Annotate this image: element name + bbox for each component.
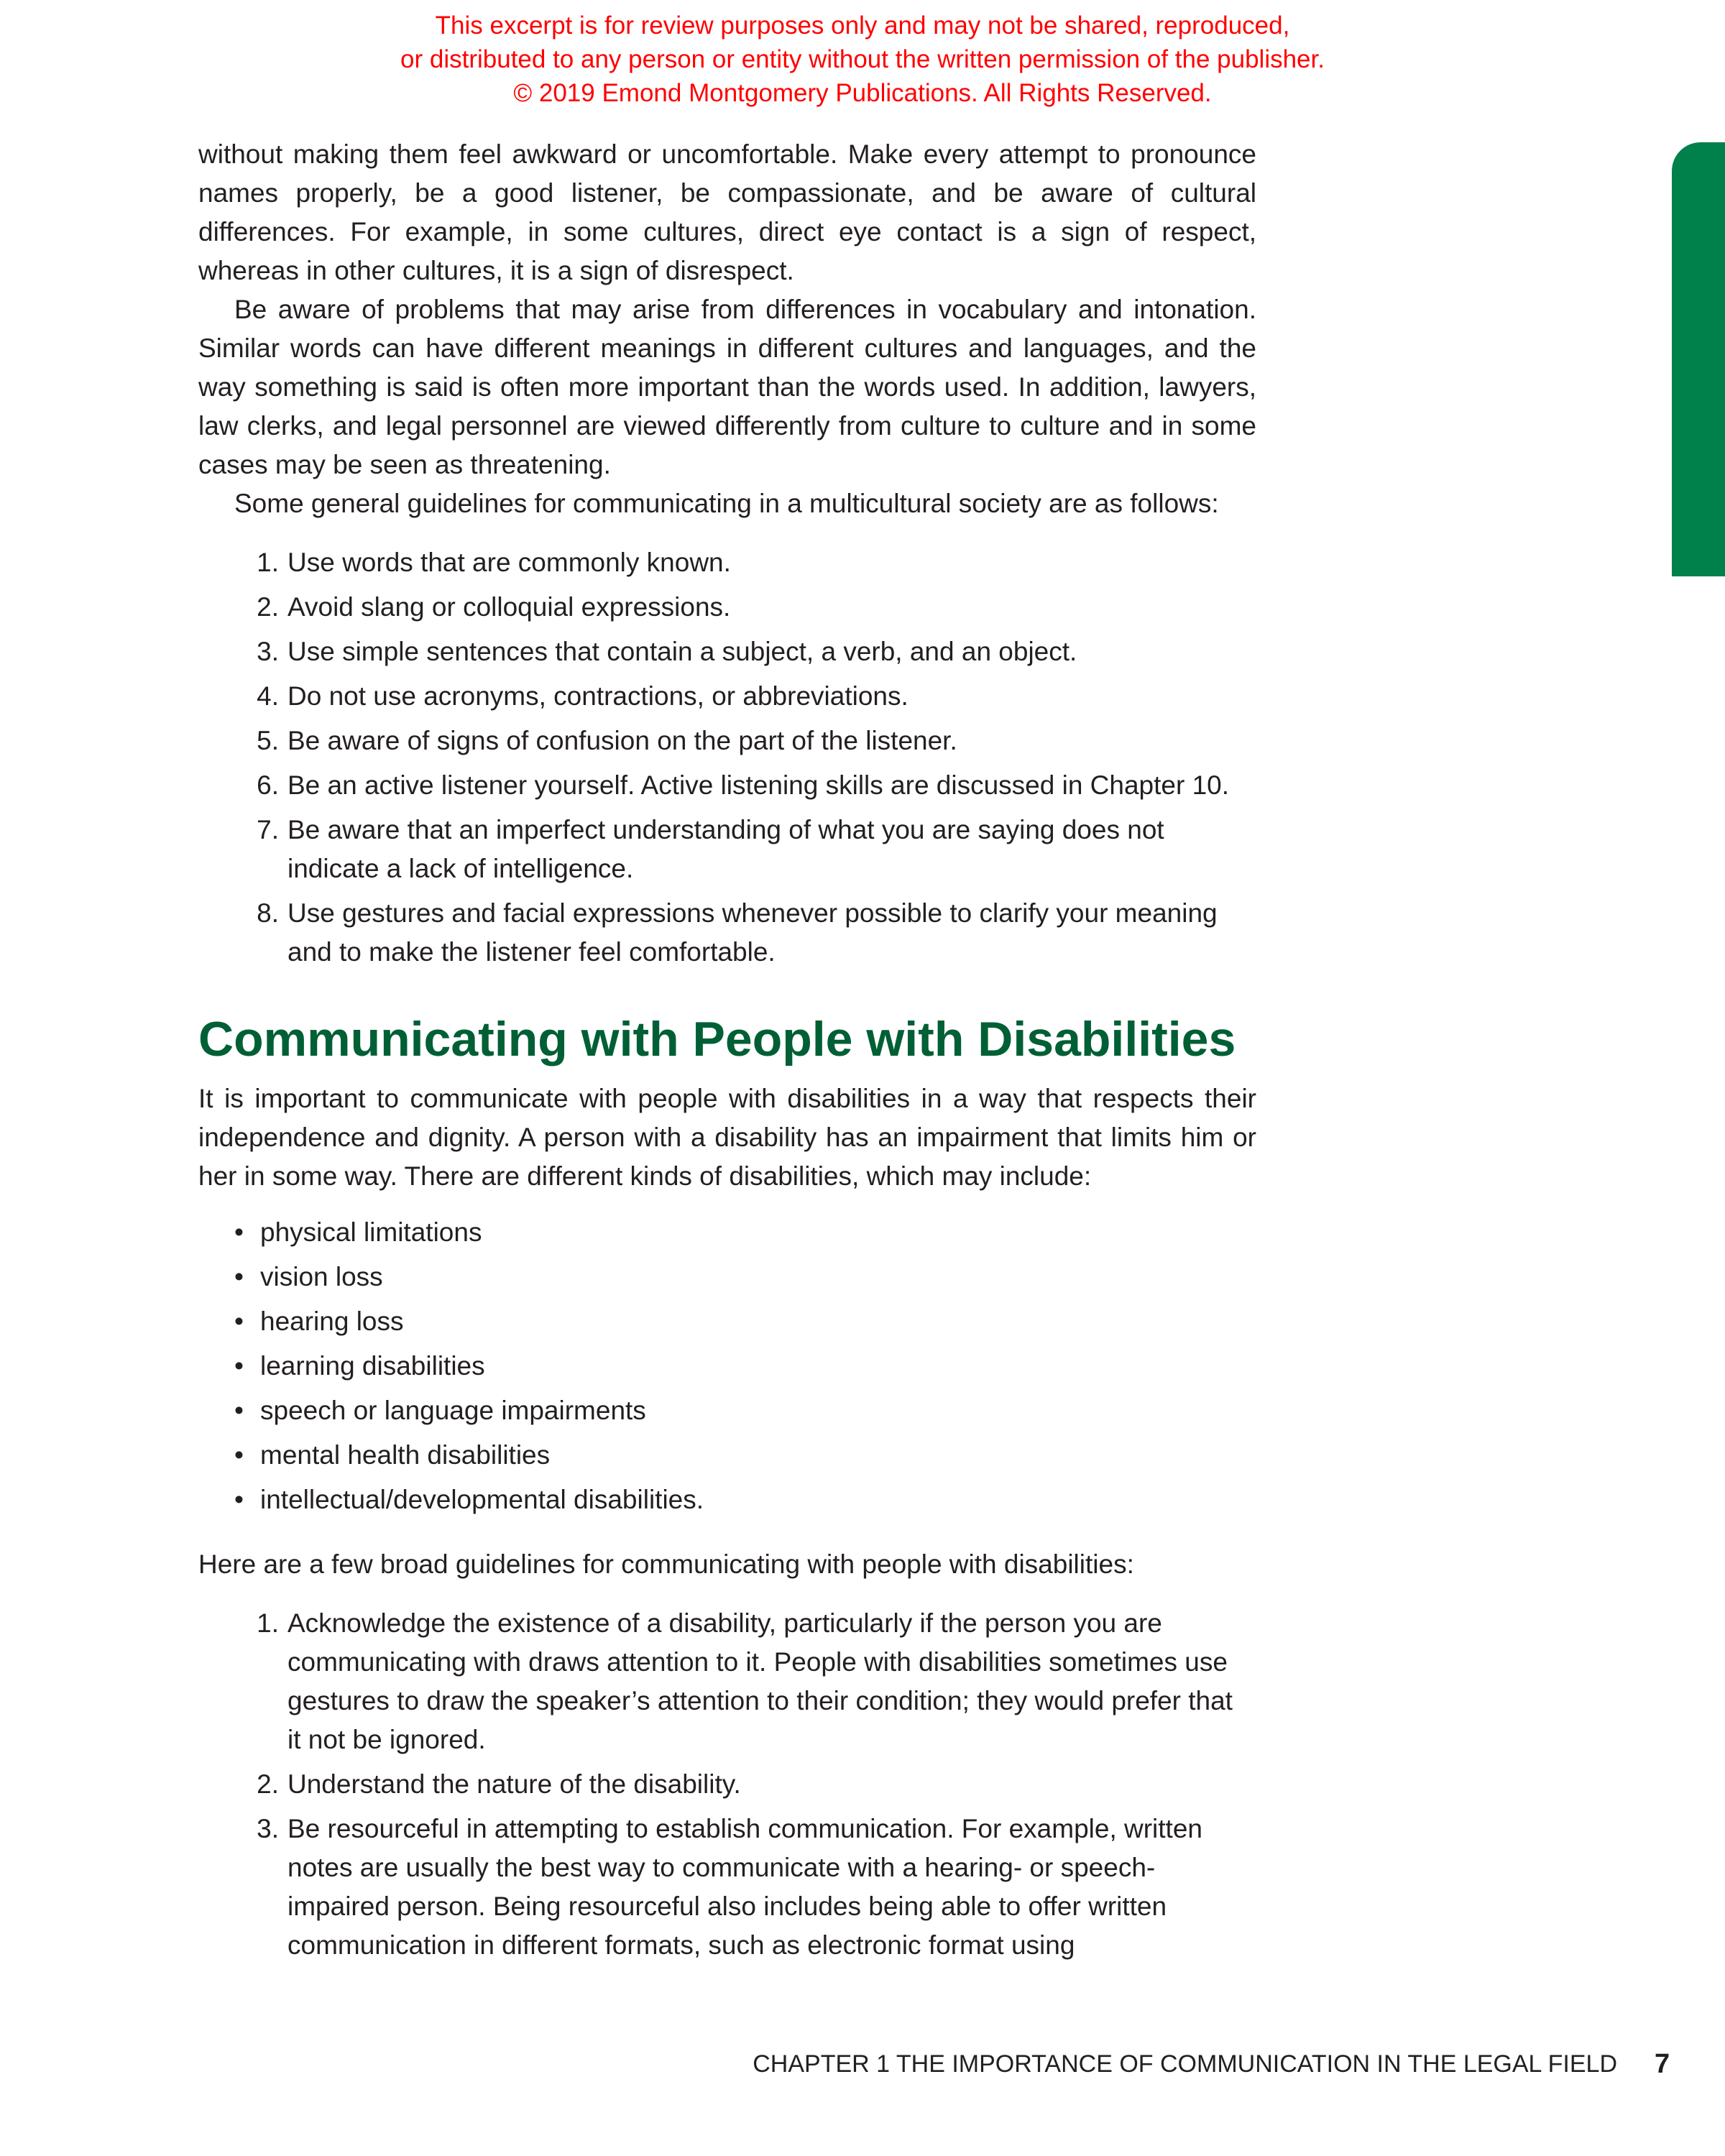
bullet-item-text: vision loss	[260, 1262, 383, 1291]
list-item-number: 2.	[257, 1769, 279, 1799]
intro-paragraph-3: Some general guidelines for communicating in a multicultural society are as follows:	[234, 489, 1219, 518]
disability-types-list	[198, 1213, 1256, 1519]
list-item-text: Be aware that an imperfect understanding of what you are saying does not indicate a lack of intelligence.	[288, 815, 1164, 883]
page-number: 7	[1655, 2049, 1670, 2079]
list-item-number: 6.	[257, 770, 279, 800]
list-item	[198, 766, 1256, 805]
list-item	[198, 632, 1256, 671]
bullet-glyph: •	[234, 1396, 244, 1425]
list-item	[198, 811, 1256, 888]
bullet-item-text: hearing loss	[260, 1307, 404, 1336]
list-item-number: 4.	[257, 681, 279, 711]
bullet-item	[198, 1347, 1256, 1386]
list-item-number: 8.	[257, 898, 279, 928]
bullet-item	[198, 1480, 1256, 1519]
bullet-item	[198, 1213, 1256, 1252]
list-item	[198, 1810, 1242, 1965]
disability-guidelines-list	[198, 1604, 1256, 1965]
bullet-item	[198, 1391, 1256, 1430]
section-paragraph-1: It is important to communicate with people with disabilities in a way that respects their independence and dignity. A person with a disability has an impairment that limits him or her in some way. There are different kinds of disabilities, which may include:	[198, 1084, 1256, 1191]
bullet-item	[198, 1436, 1256, 1475]
copyright-notice-line-1: This excerpt is for review purposes only and may not be shared, reproduced,	[435, 11, 1290, 40]
copyright-notice-line-2: or distributed to any person or entity without the written permission of the publisher.	[400, 45, 1325, 73]
list-item	[198, 1765, 1242, 1804]
bullet-glyph: •	[234, 1351, 244, 1381]
chapter-side-tab	[1672, 142, 1725, 576]
list-item-text: Be aware of signs of confusion on the part of the listener.	[288, 726, 957, 755]
list-item	[198, 588, 1256, 627]
bullet-item	[198, 1258, 1256, 1296]
multicultural-guidelines-list	[198, 543, 1256, 972]
bullet-item	[198, 1302, 1256, 1341]
list-item	[198, 677, 1256, 716]
bullet-glyph: •	[234, 1440, 244, 1470]
list-item	[198, 894, 1256, 972]
bullet-glyph: •	[234, 1485, 244, 1514]
bullet-item-text: intellectual/developmental disabilities.	[260, 1485, 704, 1514]
bullet-item-text: mental health disabilities	[260, 1440, 551, 1470]
running-head: CHAPTER 1 THE IMPORTANCE OF COMMUNICATION IN THE LEGAL FIELD	[753, 2050, 1617, 2078]
bullet-item-text: speech or language impairments	[260, 1396, 646, 1425]
page-footer	[753, 2048, 1670, 2080]
bullet-item-text: learning disabilities	[260, 1351, 485, 1381]
list-item-number: 1.	[257, 1608, 279, 1638]
bullet-glyph: •	[234, 1262, 244, 1291]
list-item-number: 3.	[257, 637, 279, 666]
list-item-text: Use simple sentences that contain a subject, a verb, and an object.	[288, 637, 1077, 666]
list-item-text: Be resourceful in attempting to establish communication. For example, written notes are usually the best way to communicate with a hearing- or speech-impaired person. Being resourceful also includes being able to offer written communication in different formats, such as electronic format using	[288, 1814, 1202, 1960]
copyright-notice-line-3: © 2019 Emond Montgomery Publications. All Rights Reserved.	[513, 79, 1212, 107]
list-item-number: 2.	[257, 592, 279, 622]
section-heading: Communicating with People with Disabilities	[198, 1012, 1236, 1067]
copyright-notice	[0, 9, 1725, 110]
list-item-number: 5.	[257, 726, 279, 755]
list-item-text: Avoid slang or colloquial expressions.	[288, 592, 731, 622]
bullet-item-text: physical limitations	[260, 1217, 482, 1247]
list-item-text: Use words that are commonly known.	[288, 548, 731, 577]
section-paragraph-2: Here are a few broad guidelines for communicating with people with disabilities:	[198, 1549, 1134, 1579]
list-item-number: 3.	[257, 1814, 279, 1843]
list-item-text: Do not use acronyms, contractions, or abbreviations.	[288, 681, 908, 711]
list-item	[198, 722, 1256, 760]
list-item-text: Acknowledge the existence of a disability, particularly if the person you are communicating with draws attention to it. People with disabilities sometimes use gestures to draw the speaker’s attention to their condition; they would prefer that it not be ignored.	[288, 1608, 1233, 1754]
list-item-text: Understand the nature of the disability.	[288, 1769, 741, 1799]
list-item-text: Be an active listener yourself. Active listening skills are discussed in Chapter 10.	[288, 770, 1230, 800]
list-item	[198, 543, 1256, 582]
list-item-text: Use gestures and facial expressions whenever possible to clarify your meaning and to make the listener feel comfortable.	[288, 898, 1218, 967]
list-item-number: 1.	[257, 548, 279, 577]
bullet-glyph: •	[234, 1307, 244, 1336]
page-body	[198, 135, 1256, 1965]
bullet-glyph: •	[234, 1217, 244, 1247]
list-item	[198, 1604, 1242, 1759]
intro-paragraph-2: Be aware of problems that may arise from differences in vocabulary and intonation. Similar words can have different meanings in different cultures and languages, and the way something is said is often more important than the words used. In addition, lawyers, law clerks, and legal personnel are viewed differently from culture to culture and in some cases may be seen as threatening.	[198, 295, 1256, 479]
intro-paragraph-1: without making them feel awkward or uncomfortable. Make every attempt to pronounce names properly, be a good listener, be compassionate, and be aware of cultural differences. For example, in some cultures, direct eye contact is a sign of respect, whereas in other cultures, it is a sign of disrespect.	[198, 139, 1256, 285]
list-item-number: 7.	[257, 815, 279, 844]
